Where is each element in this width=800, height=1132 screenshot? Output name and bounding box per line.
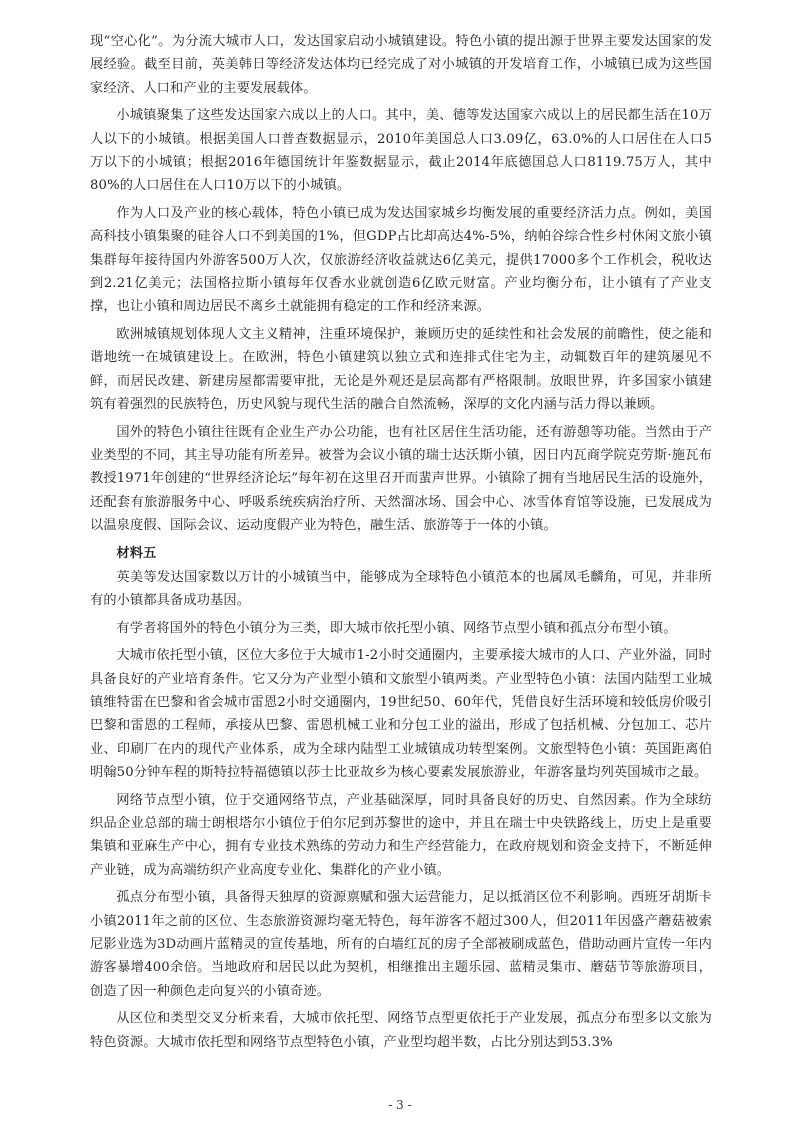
paragraph-8: 大城市依托型小镇，区位大多位于大城市1-2小时交通圈内，主要承接大城市的人口、产业外溢，同时具备良好的产业培育条件。它又分为产业型小镇和文旅型小镇两类。产业型特色小镇：法国内陆型工业城镇维特雷在巴黎和省会城市雷恩2小时交通圈内，19世纪50、60年代，凭借良好生活环境和较低房价吸引巴黎和雷恩的工程师，承接从巴黎、雷恩机械工业和分包工业的溢出，形成了包括机械、分包加工、芯片业、印刷厂在内的现代产业体系，成为全球内陆型工业城镇成功转型案例。文旅型特色小镇：英国距离伯明翰50分钟车程的斯特拉特福德镇以莎士比亚故乡为核心要素发展旅游业，年游客量均列英国城市之最。 bbox=[90, 648, 712, 781]
paragraph-11: 从区位和类型交叉分析来看，大城市依托型、网络节点型更依托于产业发展，孤点分布型多以文旅为特色资源。大城市依托型和网络节点型特色小镇，产业型均超半数，占比分别达到53.3% bbox=[90, 1011, 712, 1050]
paragraph-2: 小城镇聚集了这些发达国家六成以上的人口。其中，美、德等发达国家六成以上的居民都生活在10万人以下的小城镇。根据美国人口普查数据显示，2010年美国总人口3.09亿，63.0%的人口居住在人口5万以下的小城镇；根据2016年德国统计年鉴数据显示，截止2014年底德国总人口8119.75万人，其中80%的人口居住在人口10万以下的小城镇。 bbox=[90, 108, 712, 194]
section-heading: 材料五 bbox=[116, 545, 157, 561]
paragraph-4: 欧洲城镇规划体现人文主义精神，注重环境保护，兼顾历史的延续性和社会发展的前瞻性，使之能和谐地统一在城镇建设上。在欧洲，特色小镇建筑以独立式和连排式住宅为主，动辄数百年的建筑屡见不鲜，而居民改建、新建房屋都需要审批，无论是外观还是层高都有严格限制。放眼世界，许多国家小镇建筑有着强烈的民族特色，历史风貌与现代生活的融合自然流畅，深厚的文化内涵与活力得以兼顾。 bbox=[90, 326, 712, 413]
paragraph-1: 现“空心化”。为分流大城市人口，发达国家启动小城镇建设。特色小镇的提出源于世界主要发达国家的发展经验。截至目前，英美韩日等经济发达体均已经完成了对小城镇的开发培育工作，小城镇已成为这些国家经济、人口和产业的主要发展载体。 bbox=[90, 34, 712, 96]
paragraph-6: 英美等发达国家数以万计的小城镇当中，能够成为全球特色小镇范本的也属凤毛麟角，可见，并非所有的小镇都具备成功基因。 bbox=[90, 569, 712, 609]
document-body bbox=[90, 30, 712, 1058]
paragraph-5: 国外的特色小镇往往既有企业生产办公功能，也有社区居住生活功能，还有游憩等功能。当然由于产业类型的不同，其主导功能有所差异。被誉为会议小镇的瑞士达沃斯小镇，因日内瓦商学院克劳斯·施瓦布教授1971年创建的“世界经济论坛”每年初在这里召开而蜚声世界。小镇除了拥有当地居民生活的设施外，还配套有旅游服务中心、呼吸系统疾病治疗所、天然溜冰场、国会中心、冰雪体育馆等设施，已发展成为以温泉度假、国际会议、运动度假产业为特色，融生活、旅游等于一体的小镇。 bbox=[90, 424, 712, 534]
page-number: - 3 - bbox=[388, 1098, 412, 1112]
paragraph-3: 作为人口及产业的核心载体，特色小镇已成为发达国家城乡均衡发展的重要经济活力点。例如，美国高科技小镇集聚的硅谷人口不到美国的1%，但GDP占比却高达4%-5%，纳帕谷综合性乡村休闲文旅小镇集群每年接待国内外游客500万人次，仅旅游经济收益就达6亿美元，提供17000多个工作机会，税收达到2.21亿美元；法国格拉斯小镇每年仅香水业就创造6亿欧元财富。产业均衡分布，让小镇有了产业支撑，也让小镇和周边居民不离乡土就能拥有稳定的工作和经济来源。 bbox=[90, 205, 712, 315]
paragraph-9: 网络节点型小镇，位于交通网络节点，产业基础深厚，同时具备良好的历史、自然因素。作为全球纺织品企业总部的瑞士朗根塔尔小镇位于伯尔尼到苏黎世的途中，并且在瑞士中央铁路线上，历史上是重要集镇和亚麻生产中心，拥有专业技术熟练的劳动力和生产经营能力，在政府规划和资金支持下，不断延伸产业链，成为高端纺织产业高度专业化、集群化的产业小镇。 bbox=[90, 792, 712, 878]
paragraph-10: 孤点分布型小镇，具备得天独厚的资源禀赋和强大运营能力，足以抵消区位不利影响。西班牙胡斯卡小镇2011年之前的区位、生态旅游资源均毫无特色，每年游客不超过300人，但2011年因盛产蘑菇被索尼影业选为3D动画片蓝精灵的宣传基地，所有的白墙红瓦的房子全部被刷成蓝色，借助动画片宣传一年内游客暴增400余倍。当地政府和居民以此为契机，相继推出主题乐园、蓝精灵集市、蘑菇节等旅游项目，创造了因一种颜色走向复兴的小镇奇迹。 bbox=[90, 890, 712, 999]
paragraph-7: 有学者将国外的特色小镇分为三类，即大城市依托型小镇、网络节点型小镇和孤点分布型小镇。 bbox=[116, 620, 677, 636]
